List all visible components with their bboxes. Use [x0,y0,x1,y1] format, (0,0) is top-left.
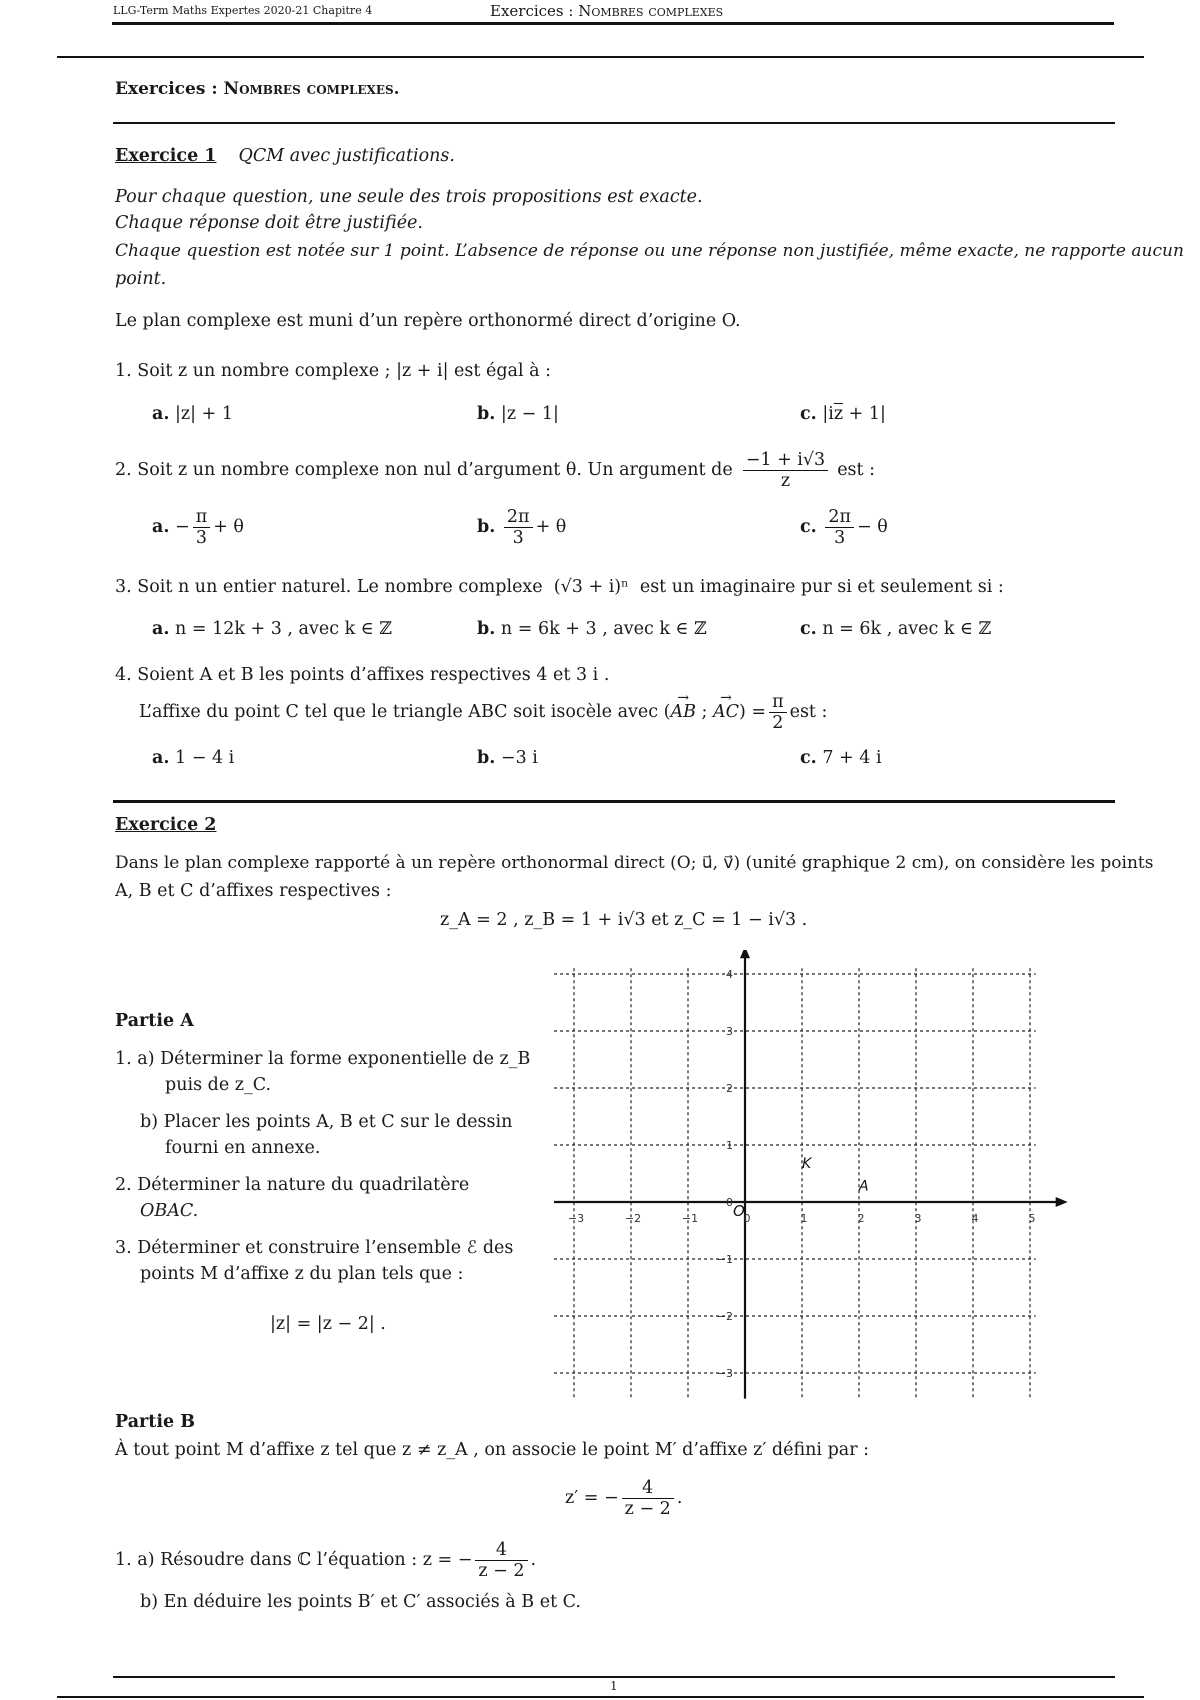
header-rule [112,22,1114,25]
header-rule-2 [57,56,1144,58]
y-tick-label: −3 [716,1367,733,1380]
q2-fraction: $\frac{-1 + i√3}{z}$ [743,450,828,491]
q4-text: 4. Soient A et B les points d’affixes respectives 4 et 3 i . [115,665,610,685]
partA-2b: OBAC. [140,1201,199,1221]
ex1-context: Le plan complexe est muni d’un repère orthonormé direct d’origine O. [115,311,741,331]
x-tick-label: 1 [800,1212,808,1225]
complex-plane-grid [550,950,1070,1400]
q1-option-c: c. $|i\overline{z} + 1|$ [800,404,886,424]
ex1-intro-1: Pour chaque question, une seule des trois propositions est exacte. [115,187,703,207]
point-label: K [802,1155,812,1172]
section-rule [113,800,1115,803]
partA-1b-2: fourni en annexe. [165,1138,321,1158]
x-tick-label: 3 [914,1212,922,1225]
y-tick-label: 2 [726,1082,733,1095]
point-label: A [859,1178,869,1195]
ex2-intro-1: Dans le plan complexe rapporté à un repère orthonormal direct (O; u⃗, v⃗) (unité graphique 2 cm), on considère les points [115,853,1154,873]
x-tick-label: −2 [624,1212,642,1225]
partB-1b: b) En déduire les points B′ et C′ associés à B et C. [140,1592,581,1612]
q1-option-a: a. |z| + 1 [152,404,233,424]
origin-label: O [733,1202,745,1220]
q3-option-a: a. n = 12k + 3 , avec k ∈ ℤ [152,619,393,639]
ex1-intro-3: Chaque question est notée sur 1 point. L’absence de réponse ou une réponse non justifiée, même exacte, ne rapporte aucun [115,241,1184,261]
ex1-intro-3b: point. [115,269,167,289]
q4-option-b: b. −3 i [477,748,538,768]
y-tick-label: −2 [716,1310,733,1323]
partB-1a: 1. a) Résoudre dans ℂ l’équation : z = − $\frac{4}{z - 2}$ . [115,1540,537,1582]
x-tick-label: 4 [971,1212,979,1225]
partA-3: 3. Déterminer et construire l’ensemble ℰ des [115,1238,514,1258]
title-rule [113,122,1115,124]
x-tick-label: 2 [857,1212,865,1225]
header-left: LLG-Term Maths Expertes 2020-21 Chapitre 4 [113,4,373,17]
x-tick-label: 5 [1028,1212,1036,1225]
page-number: 1 [610,1679,618,1693]
partA-1a-2: puis de z_C. [165,1075,272,1095]
partA-3b: points M d’affixe z du plan tels que : [140,1264,464,1284]
partB-heading: Partie B [115,1412,195,1432]
q1-text: 1. Soit z un nombre complexe ; |z + i| est égal à : [115,361,552,381]
x-tick-label: 0 [743,1212,751,1225]
y-axis-arrow [740,950,750,958]
q4-option-c: c. 7 + 4 i [800,748,882,768]
q3-option-c: c. n = 6k , avec k ∈ ℤ [800,619,992,639]
page-title: Exercices : Nombres complexes. [115,79,400,99]
y-tick-label: 3 [726,1025,733,1038]
q4-text-2: L’affixe du point C tel que le triangle ABC soit isocèle avec ( → AB ; → AC ) = $\frac{\pi}{2}$ est : [139,692,827,733]
x-tick-label: −3 [567,1212,585,1225]
partA-3-equation: |z| = |z − 2| . [270,1314,386,1334]
ex2-affixes: z_A = 2 , z_B = 1 + i√3 et z_C = 1 − i√3 . [440,910,808,930]
q3-text: 3. Soit n un entier naturel. Le nombre complexe (√3 + i)ⁿ est un imaginaire pur si et seulement si : [115,577,1004,597]
partB-formula: z′ = − $\frac{4}{z - 2}$ . [565,1478,683,1520]
q2-option-a: a. − $\frac{\pi}{3}$ + θ [152,507,244,549]
partB-intro: À tout point M d’affixe z tel que z ≠ z_A , on associe le point M′ d’affixe z′ défini par : [115,1440,870,1460]
q3-option-b: b. n = 6k + 3 , avec k ∈ ℤ [477,619,707,639]
footer-rule-2 [57,1696,1144,1698]
partA-1a: 1. a) Déterminer la forme exponentielle de z_B [115,1049,531,1069]
q2-option-b: b. $\frac{2\pi}{3}$ + θ [477,507,567,549]
header-center: Exercices : Nombres complexes [490,2,724,20]
ex1-heading: Exercice 1 QCM avec justifications. [115,146,455,166]
partA-2: 2. Déterminer la nature du quadrilatère [115,1175,470,1195]
x-axis-arrow [1056,1197,1068,1207]
q4-option-a: a. 1 − 4 i [152,748,235,768]
q1-option-b: b. |z − 1| [477,404,559,424]
q2-option-c: c. $\frac{2\pi}{3}$ − θ [800,507,888,549]
partA-1b: b) Placer les points A, B et C sur le dessin [140,1112,513,1132]
y-tick-label: −1 [716,1253,733,1266]
y-tick-label: 1 [726,1139,733,1152]
ex2-intro-2: A, B et C d’affixes respectives : [115,881,392,901]
y-tick-label: 0 [726,1196,733,1209]
ex2-heading: Exercice 2 [115,815,217,835]
x-tick-label: −1 [681,1212,699,1225]
partA-heading: Partie A [115,1011,194,1031]
q2-text: 2. Soit z un nombre complexe non nul d’argument θ. Un argument de $\frac{-1 + i√3}{z}$ est : [115,450,876,492]
y-tick-label: 4 [726,968,733,981]
ex1-intro-2: Chaque réponse doit être justifiée. [115,213,423,233]
